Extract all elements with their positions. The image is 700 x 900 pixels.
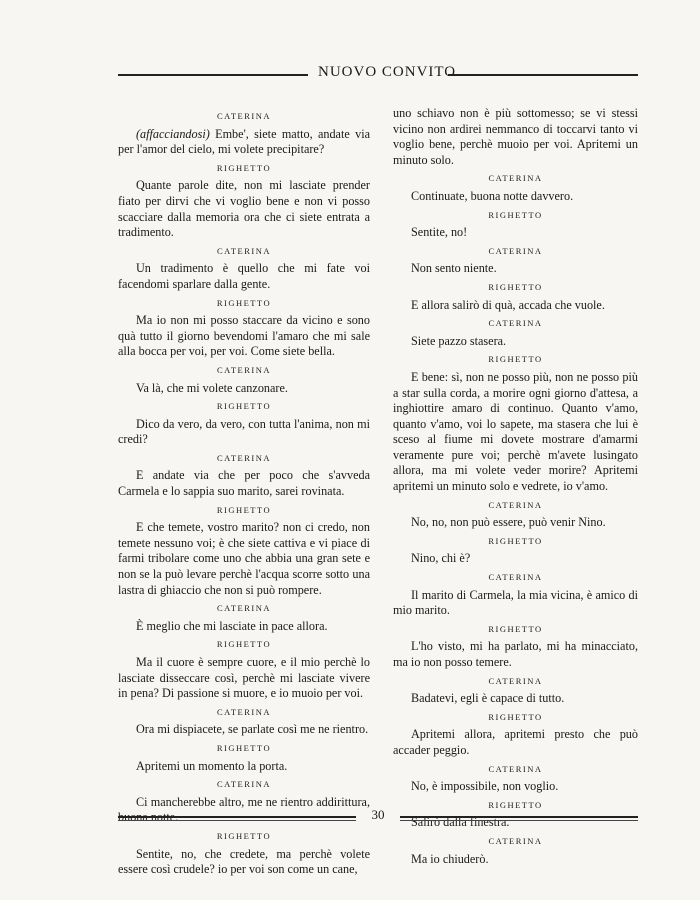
footer-rule-left-thin [118, 820, 356, 821]
speaker-name: CATERINA [216, 603, 272, 614]
dialogue-line: uno schiavo non è più sottomesso; se vi stessi vicino non ardirei nemmanco di toccarvi tanto vi voglio bene, perchè muoio per voi. Apritemi un minuto solo. [393, 106, 638, 167]
speaker-name: RIGHETTO [216, 401, 272, 412]
speaker-name: RIGHETTO [488, 535, 543, 546]
dialogue-line: Ma io chiuderò. [411, 851, 489, 866]
speaker-name: RIGHETTO [216, 639, 272, 650]
dialogue-line: L'ho visto, mi ha parlato, mi ha minacciato, ma io non posso temere. [393, 639, 638, 669]
page-number: 30 [371, 807, 385, 822]
dialogue-line: Sentite, no! [411, 225, 468, 240]
dialogue-line: E che temete, vostro marito? non ci credo, non temete nessuno voi; è che siete cattiva e vi piace di farmi tribolare come uno che abbia una gran sete e non se la può levare perchè l'acqua scorre sotto una lastra di ghiaccio che non si può rompere. [118, 520, 370, 597]
dialogue-line: E andate via che per poco che s'avveda Carmela e lo sappia suo marito, sarei rovinata. [118, 468, 370, 499]
header-rule-left [118, 74, 308, 76]
dialogue-line: Continuate, buona notte davvero. [411, 188, 574, 203]
dialogue-line: Sentite, no, che credete, ma perchè volete essere così crudele? io per voi son come un cane, [118, 846, 370, 877]
speaker-name: RIGHETTO [216, 504, 272, 515]
speaker-name: RIGHETTO [488, 711, 543, 722]
dialogue-line: Va là, che mi volete canzonare. [136, 380, 288, 395]
speaker-name: CATERINA [216, 111, 272, 121]
speaker-name: CATERINA [488, 245, 543, 256]
header-rule-right [448, 74, 638, 76]
speaker-name: CATERINA [488, 675, 543, 686]
journal-title: NUOVO CONVITO [318, 64, 457, 80]
speaker-name: CATERINA [488, 499, 543, 510]
speaker-name: CATERINA [216, 245, 272, 256]
right-column [393, 106, 638, 869]
speaker-name: CATERINA [216, 706, 272, 717]
speaker-name: RIGHETTO [216, 830, 272, 841]
dialogue-line: Dico da vero, da vero, con tutta l'anima, non mi credi? [118, 416, 370, 447]
speaker-name: RIGHETTO [216, 742, 272, 753]
dialogue-line: Salirò dalla finestra. [411, 815, 510, 830]
speaker-name: RIGHETTO [488, 623, 543, 634]
dialogue-line: Badatevi, egli è capace di tutto. [411, 691, 565, 706]
speaker-name: CATERINA [488, 763, 543, 774]
dialogue-line: Siete pazzo stasera. [411, 333, 507, 348]
speaker-name: CATERINA [488, 572, 543, 583]
page-header [118, 62, 638, 86]
speaker-name: CATERINA [488, 318, 543, 329]
dialogue-line [118, 127, 370, 158]
speaker-name: RIGHETTO [488, 281, 543, 292]
dialogue-line: È meglio che mi lasciate in pace allora. [136, 618, 328, 633]
dialogue-line: Ma il cuore è sempre cuore, e il mio perchè lo lasciate disseccare così, perchè mi lasciate vivere in pena? Di passione si muore, e io muoio per voi. [118, 655, 370, 701]
dialogue-line: E allora salirò di quà, accada che vuole. [411, 297, 605, 312]
dialogue-line: Non sento niente. [411, 261, 497, 276]
dialogue-line: E bene: sì, non ne posso più, non ne posso più a star sulla corda, a morire ogni giorno d'attesa, a inghiottire amaro di continuo. Quanto v'amo, quanto v'amo, voi lo sapete, ma stasera che lui è sceso al fiume mi dovete mostrare d'amarmi veramente pure voi; perchè m'avete lusingato allora, ma mi volete veder morire? Apritemi apritemi un minuto solo e vedrete, io v'amo. [393, 369, 638, 494]
speaker-name: CATERINA [488, 835, 543, 846]
speaker-name: CATERINA [216, 779, 272, 790]
left-column [118, 106, 370, 880]
dialogue-line: Apritemi un momento la porta. [136, 758, 288, 773]
speaker-name: CATERINA [216, 452, 272, 463]
dialogue-line: No, no, non può essere, può venir Nino. [411, 515, 606, 530]
dialogue-line: No, è impossibile, non voglio. [411, 779, 559, 794]
dialogue-line: Un tradimento è quello che mi fate voi facendomi sparlare dalla gente. [118, 261, 370, 291]
page-footer [118, 806, 638, 828]
dialogue-line: Il marito di Carmela, la mia vicina, è amico di mio marito. [393, 587, 638, 618]
footer-rule-right [400, 816, 638, 818]
footer-rule-left [118, 816, 356, 818]
dialogue-line: Quante parole dite, non mi lasciate prender fiato per dirvi che vi voglio bene e non vi posso scacciare dalla memoria ora che ci siete entrata a tradimento. [118, 178, 370, 240]
speaker-name: CATERINA [216, 364, 272, 375]
dialogue-line: Ora mi dispiacete, se parlate così me ne rientro. [136, 722, 369, 737]
speaker-name: RIGHETTO [216, 297, 272, 308]
dialogue-line: Ma io non mi posso staccare da vicino e sono quà tutto il giorno bevendomi l'amaro che mi sale alla bocca per voi, per voi. Come siete bella. [118, 313, 370, 359]
dialogue-line: Apritemi allora, apritemi presto che può accader peggio. [393, 727, 638, 757]
dialogue-line: Nino, chi è? [411, 551, 471, 566]
speaker-name: RIGHETTO [488, 354, 543, 365]
footer-rule-right-thin [400, 820, 638, 821]
dialogue-text: Embe', siete matto, andate via per l'amor del cielo, mi volete precipitare? [118, 126, 370, 157]
stage-direction: (affacciandosi) [136, 126, 210, 141]
dialogue-line: Ci mancherebbe altro, me ne rientro addirittura, buona notte. [118, 794, 370, 825]
speaker-name: CATERINA [488, 173, 543, 184]
speaker-name: RIGHETTO [488, 209, 543, 220]
speaker-name: RIGHETTO [488, 799, 543, 810]
speaker-name: RIGHETTO [216, 162, 272, 173]
